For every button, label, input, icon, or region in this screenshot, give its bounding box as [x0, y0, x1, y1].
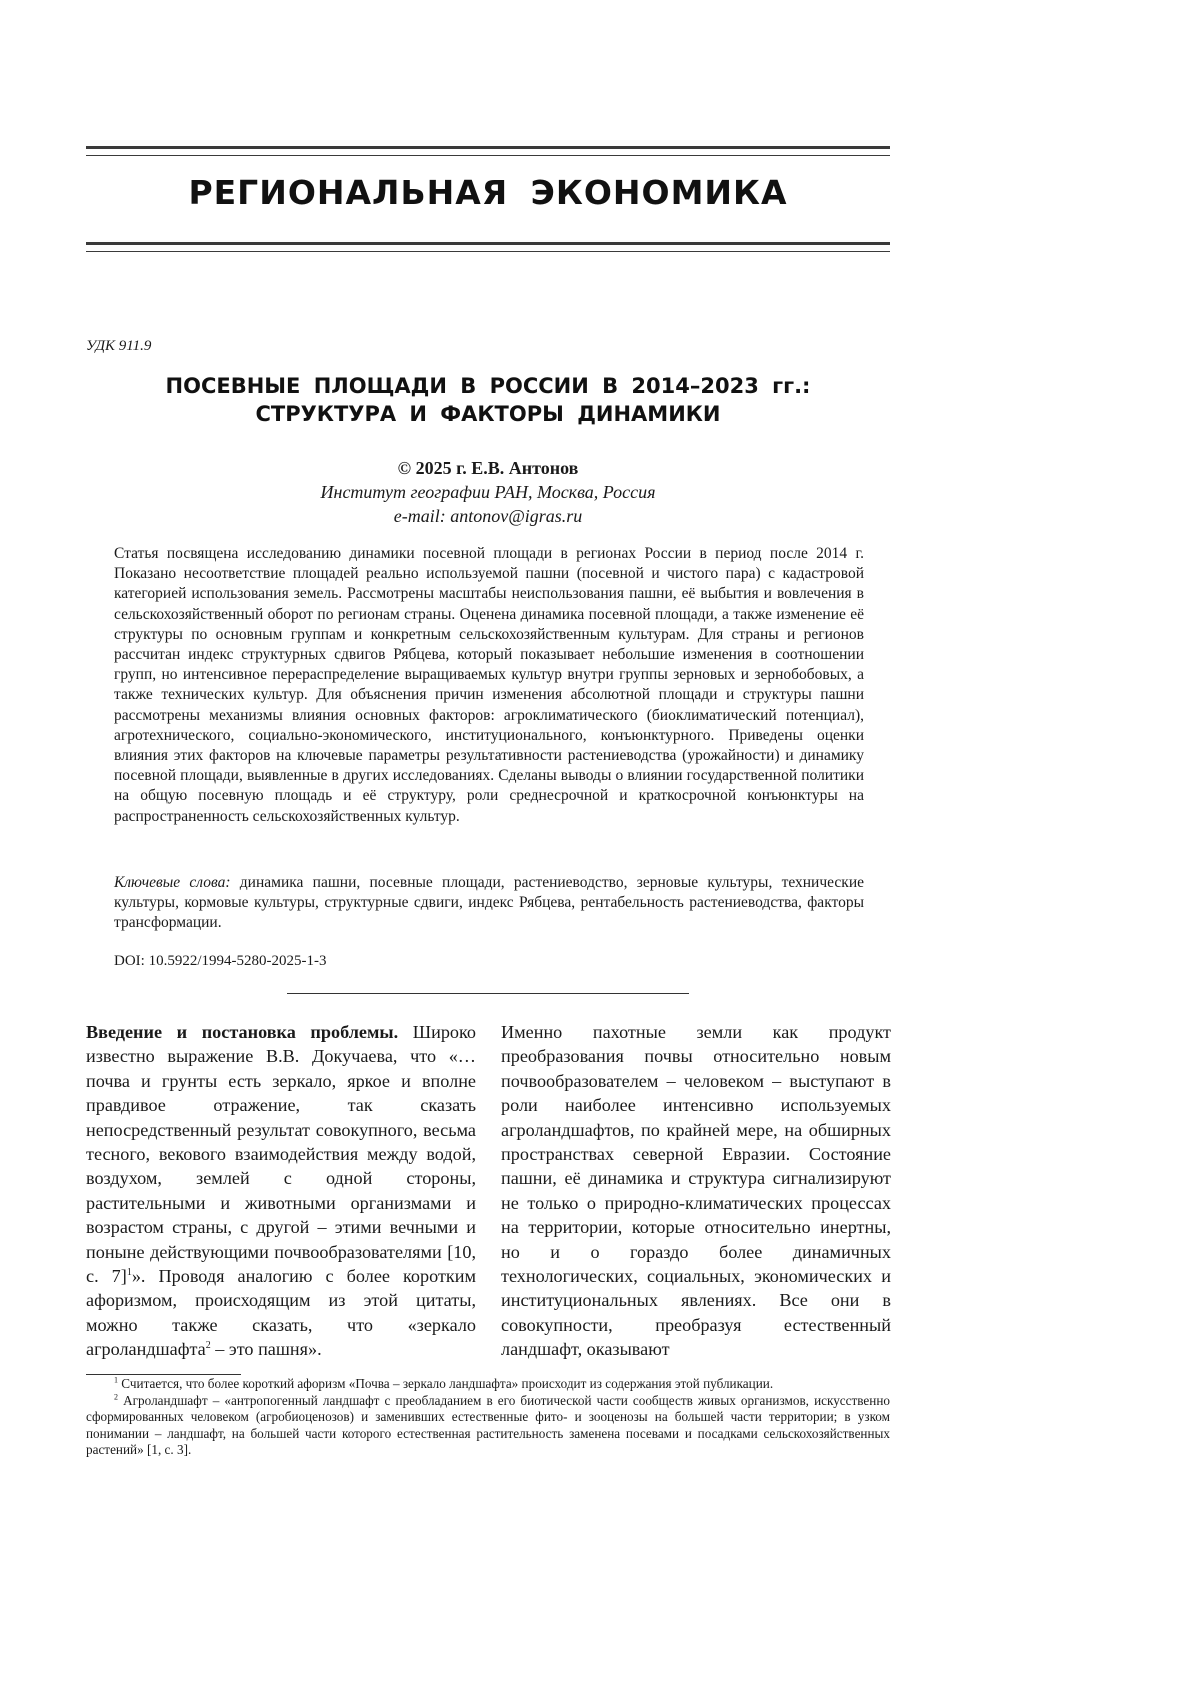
footnote-text-1: Считается, что более короткий афоризм «Почва – зеркало ландшафта» происходит из содержания этой публикации. — [118, 1376, 774, 1391]
footnote-mark-1: 1 — [114, 1375, 118, 1385]
footnote-ref-2: 2 — [205, 1340, 211, 1352]
body-text-left-1: Широко известно выражение В.В. Докучаева, что «… почва и грунты есть зеркало, яркое и вполне правдивое отражение, так сказать непосредственный результат совокупного, весьма тесного, векового взаимодействия между водой, воздухом, землей с одной стороны, растительными и животными организмами и возрастом страны, с другой – этими вечными и поныне действующими почвообразователями [10, с. 7] — [86, 1022, 477, 1287]
udk-code: УДК 911.9 — [86, 338, 152, 354]
journal-section-title: РЕГИОНАЛЬНАЯ ЭКОНОМИКА — [188, 173, 788, 212]
header-rule-bottom — [86, 242, 890, 252]
keywords-text: динамика пашни, посевные площади, растениеводство, зерновые культуры, технические культуры, кормовые культуры, структурные сдвиги, индекс Рябцева, рентабельность растениеводства, факторы трансформации. — [114, 874, 864, 932]
body-text-right: Именно пахотные земли как продукт преобразования почвы относительно новым почвообразователем – человеком – выступают в роли наиболее интенсивно используемых агроландшафтов, по крайней мере, на обширных пространствах северной Евразии. Состояние пашни, её динамика и структура сигнализируют не только о природно-климатических процессах на территории, которые относительно инертны, но и о гораздо более динамичных технологических, социальных, экономических и институциональных явлениях. Все они в совокупности, преобразуя естественный ландшафт, оказывают — [501, 1022, 891, 1360]
footnote-mark-2: 2 — [114, 1392, 118, 1402]
author-email: e-mail: antonov@igras.ru — [393, 506, 583, 526]
keywords-label: Ключевые слова: — [114, 874, 231, 891]
intro-heading: Введение и постановка проблемы. — [86, 1022, 399, 1042]
abstract: Статья посвящена исследованию динамики посевной площади в регионах России в период после 2014 г. Показано несоответствие площадей реально используемой пашни (посевной и чистого пара) с кадастровой категорией использования земель. Рассмотрены масштабы неиспользования пашни, её выбытия и вовлечения в сельскохозяйственный оборот по регионам страны. Оценена динамика посевной площади, а также изменение её структуры по основным группам и конкретным сельскохозяйственным культурам. Для страны и регионов рассчитан индекс структурных сдвигов Рябцева, который показывает небольшие изменения в соотношении групп, но интенсивное перераспределение выращиваемых культур внутри группы зерновых и зернобобовых, а также технических культур. Для объяснения причин изменения абсолютной площади и структуры пашни рассмотрены механизмы влияния основных факторов: агроклиматического (биоклиматический потенциал), агротехнического, социально-экономического, институционального, конъюнктурного. Приведены оценки влияния этих факторов на ключевые параметры результативности растениеводства (урожайности) и динамику посевной площади, выявленные в других исследованиях. Сделаны выводы о влиянии государственной политики на общую посевную площадь и её структуру, роли среднесрочной и краткосрочной конъюнктуры на распространенность сельскохозяйственных культур. — [114, 545, 864, 825]
author-affiliation: Институт географии РАН, Москва, Россия — [320, 482, 656, 502]
article-title-line1: ПОСЕВНЫЕ ПЛОЩАДИ В РОССИИ В 2014–2023 гг.: — [165, 374, 811, 398]
footnote-rule — [86, 1374, 241, 1375]
body-column-left — [86, 1020, 476, 1362]
footnote-ref-1: 1 — [126, 1267, 132, 1278]
footnote-text-2: Агроландшафт – «антропогенный ландшафт с преобладанием в его биотической части сообществ живых организмов, искусственно сформированных человеком (агробиоценозов) и заменивших естественные фито- и зооценозы на большей части территории; в узком понимании – ландшафт, на большей части которого естественная растительность заменена посевами и посадками сельскохозяйственных растений» [1, с. 3]. — [86, 1392, 890, 1457]
footnote-1 — [86, 1376, 890, 1393]
footnote-2 — [86, 1393, 890, 1459]
body-column-right — [501, 1020, 891, 1362]
body-text-left-3: – это пашня». — [210, 1339, 322, 1360]
author-name: © 2025 г. Е.В. Антонов — [397, 458, 579, 478]
article-title — [86, 372, 890, 428]
keywords — [114, 873, 864, 934]
doi: DOI: 10.5922/1994-5280-2025-1-3 — [114, 953, 327, 969]
article-title-line2: СТРУКТУРА И ФАКТОРЫ ДИНАМИКИ — [255, 402, 721, 426]
section-divider — [287, 993, 689, 994]
author-block — [86, 456, 890, 528]
header-rule-top — [86, 146, 890, 156]
footnotes — [86, 1376, 890, 1459]
body-text-left-2: ». Проводя аналогию с более коротким афоризмом, происходящим из этой цитаты, можно также сказать, что «зеркало агроландшафта — [86, 1266, 476, 1360]
